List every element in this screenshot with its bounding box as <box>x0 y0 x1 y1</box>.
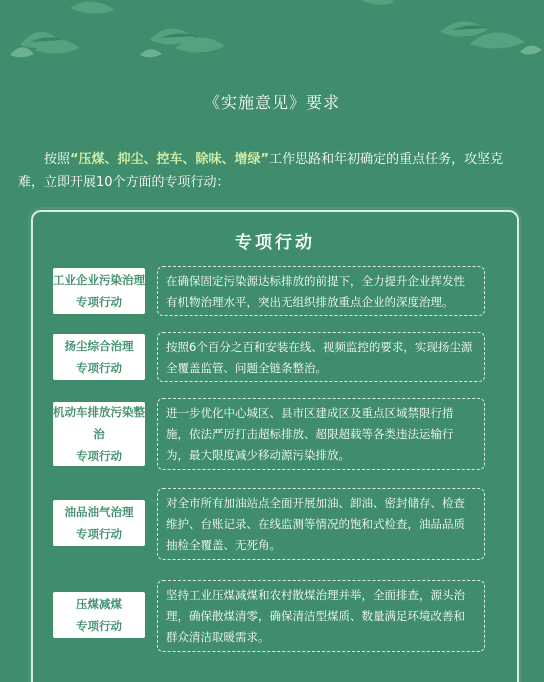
action-label <box>53 500 145 546</box>
action-tag: 专项行动 <box>76 619 122 633</box>
action-name: 机动车排放污染整治 <box>53 405 145 441</box>
action-description: 按照6个百分之百和安装在线、视频监控的要求，实现扬尘源全覆盖监管、问题全链条整治。 <box>157 332 485 382</box>
panel-title: 专项行动 <box>235 233 315 253</box>
action-name: 压煤减煤 <box>76 597 122 611</box>
special-actions-panel <box>31 210 519 682</box>
intro-prefix: 按照 <box>44 152 71 167</box>
intro-highlight: “压煤、抑尘、控车、除味、增绿” <box>70 152 270 167</box>
action-description: 在确保固定污染源达标排放的前提下，全力提升企业挥发性有机物治理水平，突出无组织排放重点企业的深度治理。 <box>157 266 485 316</box>
action-label <box>53 592 145 638</box>
action-tag: 专项行动 <box>76 295 122 309</box>
action-description: 进一步优化中心城区、县市区建成区及重点区域禁限行措施，依法严厉打击超标排放、超限超载等各类违法运输行为，最大限度减少移动源污染排放。 <box>157 398 485 470</box>
action-description: 坚持工业压煤减煤和农村散煤治理并举，全面排查，源头治理，确保散煤清零，确保清洁型煤质、数量满足环境改善和群众清洁取暖需求。 <box>157 580 485 652</box>
action-tag: 专项行动 <box>76 361 122 375</box>
action-name: 油品油气治理 <box>64 505 134 519</box>
action-tag: 专项行动 <box>76 449 122 463</box>
action-label <box>53 268 145 314</box>
action-name: 扬尘综合治理 <box>64 339 134 353</box>
action-label <box>53 334 145 380</box>
action-name: 工业企业污染治理 <box>53 273 145 287</box>
intro-paragraph <box>18 148 528 194</box>
page-title: 《实施意见》要求 <box>203 93 340 112</box>
action-label <box>53 402 145 466</box>
intro-suffix: 工作思路和年初确定的重点任务，攻坚克难，立即开展10个方面的专项行动： <box>18 152 504 190</box>
lotus-leaf-decoration-icon <box>0 0 544 70</box>
action-tag: 专项行动 <box>76 527 122 541</box>
action-description: 对全市所有加油站点全面开展加油、卸油、密封储存、检查维护、台账记录、在线监测等情况的饱和式检查，油品品质抽检全覆盖、无死角。 <box>157 488 485 560</box>
